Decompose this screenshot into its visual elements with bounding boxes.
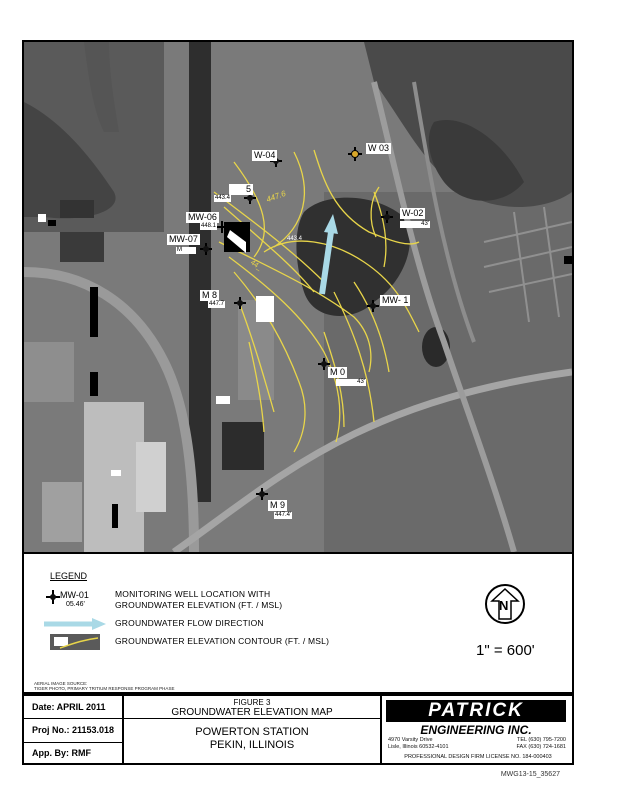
legend-well-label: MW-01 [60, 590, 89, 600]
well-marker-w08[interactable] [234, 297, 246, 309]
legend-contour-swatch [50, 634, 100, 650]
well-label-w07: MW-07 [169, 234, 198, 244]
phone-line: TEL (630) 795-7200 [516, 737, 566, 743]
company-phone [504, 737, 566, 751]
contour-label: 447.6 [265, 188, 287, 205]
legend-title: LEGEND [50, 571, 88, 581]
legend-item-flow: GROUNDWATER FLOW DIRECTION [115, 618, 264, 628]
well-label-w09: M 9 [270, 500, 286, 510]
title-block-divider [24, 742, 122, 743]
legend-item-well-line1: MONITORING WELL LOCATION WITH [115, 589, 271, 599]
well-marker-w01[interactable] [367, 300, 379, 312]
station-location: PEKIN, ILLINOIS [209, 739, 295, 751]
well-elev-w02: 43' [400, 221, 430, 228]
well-elev-w08: 447.7 [209, 301, 225, 307]
title-block [24, 692, 572, 765]
well-elev-w07: M [176, 247, 196, 254]
license-note: PROFESSIONAL DESIGN FIRM LICENSE NO. 184-000403 [404, 754, 552, 760]
well-elev-w09: 447.4' [275, 512, 292, 518]
company-logo-sub: ENGINEERING INC. [420, 723, 532, 737]
legend-well-symbol [46, 590, 60, 604]
well-label-w10: M 0 [330, 367, 346, 377]
source-line: AERIAL IMAGE SOURCE: [34, 681, 88, 686]
map-title: GROUNDWATER ELEVATION MAP [171, 707, 333, 718]
well-marker-w07[interactable] [200, 243, 212, 255]
well-label-w02: W-02 [402, 208, 424, 218]
legend-well-elev: 05.46' [66, 601, 85, 608]
drawing-id: MWG13-15_35627 [500, 771, 560, 778]
well-label-w06: MW-06 [188, 212, 217, 222]
title-block-divider [24, 718, 380, 719]
project-number: Proj No.: 21153.018 [32, 725, 115, 735]
aerial-map [24, 42, 572, 552]
well-label-w08: M 8 [202, 290, 218, 300]
north-arrow-letter: N [499, 598, 509, 613]
fax-line: FAX (630) 724-1681 [516, 744, 566, 750]
contour-label: 443.4 [287, 236, 303, 242]
map-scale: 1" = 600' [476, 642, 535, 659]
title-block-divider [24, 694, 572, 696]
source-line: TIGER PHOTO, PRIMARY TRITIUM RESPONSE PROGRAM PHASE [34, 686, 175, 691]
well-marker-w09[interactable] [256, 488, 268, 500]
well-label-w04: W-04 [254, 150, 276, 160]
company-logo: PATRICK [386, 700, 566, 722]
well-label-w05: 5 [229, 184, 253, 195]
legend-flow-arrow [42, 618, 108, 630]
legend-panel [24, 552, 572, 694]
approved-by: App. By: RMF [32, 748, 91, 758]
north-arrow [485, 584, 525, 624]
image-source-note [34, 681, 174, 691]
station-name: POWERTON STATION [195, 726, 309, 738]
address-line: Lisle, Illinois 60532-4101 [388, 744, 449, 750]
contour-label: 44_ [249, 259, 263, 272]
well-label-w03: W 03 [368, 143, 390, 153]
well-elev-w06: 448.1 [201, 223, 217, 229]
company-address [388, 737, 449, 751]
legend-item-well-line2: GROUNDWATER ELEVATION (FT. / MSL) [115, 600, 283, 610]
well-elev-w05: 443.4 [215, 195, 231, 201]
well-elev-w10: 43' [336, 379, 366, 386]
well-marker-w02[interactable] [381, 211, 393, 223]
figure-number: FIGURE 3 [233, 698, 271, 707]
well-marker-w03[interactable] [348, 147, 362, 161]
date-field: Date: APRIL 2011 [32, 702, 106, 712]
legend-item-contour: GROUNDWATER ELEVATION CONTOUR (FT. / MSL) [115, 636, 330, 646]
address-line: 4970 Varsity Drive [388, 737, 433, 743]
title-block-divider [380, 694, 382, 765]
well-label-w01: MW- 1 [382, 295, 409, 305]
